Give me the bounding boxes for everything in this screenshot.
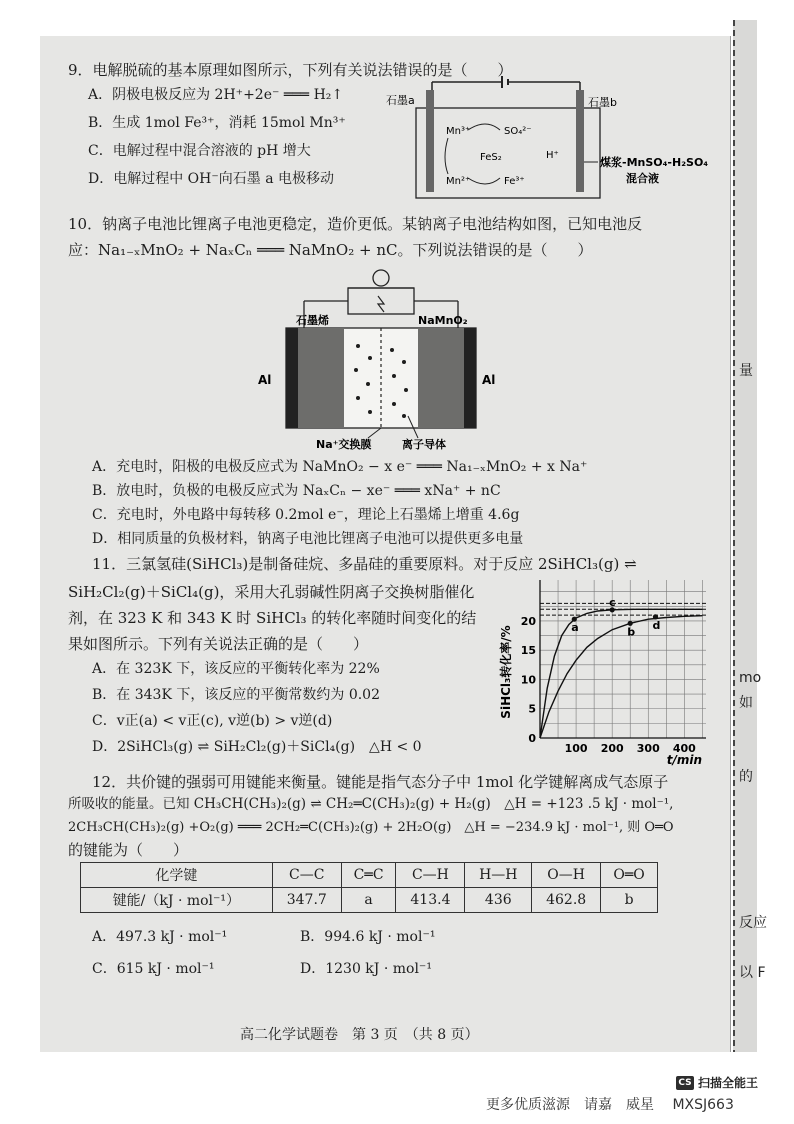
electrode-b-label: 石墨b: [588, 96, 617, 109]
sodium-battery-diagram: [258, 266, 508, 452]
table-cell: 436: [465, 888, 532, 913]
lightning-icon: [378, 296, 384, 312]
table-cell: 键能/（kJ · mol⁻¹）: [81, 888, 273, 913]
q11-option-c: C．v正(a) < v正(c), v逆(b) > v逆(d): [92, 713, 333, 729]
chart-y-tick-label: 0: [528, 732, 536, 745]
q12-option-c: C．615 kJ · mol⁻¹: [92, 961, 215, 977]
q10-stem-1: 10．钠离子电池比锂离子电池更稳定，造价更低。某钠离子电池结构如图，已知电池反: [68, 215, 643, 233]
q12-option-a: A．497.3 kJ · mol⁻¹: [92, 929, 228, 945]
chart-y-tick-label: 20: [520, 614, 536, 628]
table-cell: 413.4: [396, 888, 465, 913]
table-header-cell: O—H: [532, 863, 601, 888]
table-cell: 462.8: [532, 888, 601, 913]
table-header-cell: H—H: [465, 863, 532, 888]
q9-option-c: C．电解过程中混合溶液的 pH 增大: [88, 143, 311, 159]
table-header-cell: 化学键: [81, 863, 273, 888]
q12-option-d: D．1230 kJ · mol⁻¹: [300, 961, 432, 977]
q10-option-a: A．充电时，阳极的电极反应式为 NaMnO₂ − x e⁻ ═══ Na₁₋ₓMnO₂ + x Na⁺: [92, 459, 588, 475]
q10-option-b: B．放电时，负极的电极反应式为 NaₓCₙ − xe⁻ ═══ xNa⁺ + nC: [92, 483, 501, 499]
margin-fragment: 反应: [739, 915, 767, 931]
scanner-logo-icon: CS: [676, 1076, 694, 1090]
fe3-label: Fe³⁺: [504, 176, 525, 187]
electrode-a-label: 石墨a: [386, 94, 415, 107]
margin-fragment: 的: [739, 769, 753, 785]
chart-y-tick-label: 15: [520, 644, 536, 658]
table-cell: b: [601, 888, 658, 913]
table-header-cell: C—C: [272, 863, 341, 888]
q10-option-c: C．充电时，外电路中每转移 0.2mol e⁻，理论上石墨烯上增重 4.6g: [92, 507, 520, 523]
table-header-row: [81, 863, 658, 888]
table-header-cell: C—H: [396, 863, 465, 888]
q11-stem-4: 果如图所示。下列有关说法正确的是（ ）: [68, 635, 369, 653]
slurry-label-2: 混合液: [626, 172, 659, 185]
namno2-label: NaMnO₂: [418, 314, 468, 327]
chart-y-tick-label: 5: [528, 702, 536, 716]
q11-stem-2: SiH₂Cl₂(g)＋SiCl₄(g)，采用大孔弱碱性阴离子交换树脂催化: [68, 583, 475, 601]
scanner-label: 扫描全能王: [698, 1076, 759, 1090]
q11-stem-1: 11．三氯氢硅(SiHCl₃)是制备硅烷、多晶硅的重要原料。对于反应 2SiHCl₃(g) ⇌: [92, 555, 637, 573]
h-plus-label: H⁺: [546, 150, 559, 161]
margin-fragment: 量: [739, 363, 753, 379]
al-right-label: Al: [482, 373, 496, 387]
q12-option-b: B．994.6 kJ · mol⁻¹: [300, 929, 436, 945]
table-cell: 347.7: [272, 888, 341, 913]
q11-option-b: B．在 343K 下，该反应的平衡常数约为 0.02: [92, 687, 380, 703]
table-header-cell: C═C: [341, 863, 396, 888]
graphene-label: 石墨烯: [296, 314, 329, 327]
q9-stem: 9．电解脱硫的基本原理如图所示，下列有关说法错误的是（ ）: [68, 61, 513, 79]
chart-point-label-a: a: [571, 621, 579, 635]
fes2-label: FeS₂: [480, 152, 502, 163]
chart-x-axis-label: t/min: [666, 753, 702, 767]
slurry-label-1: 煤浆-MnSO₄-H₂SO₄: [600, 156, 709, 169]
table-cell: a: [341, 888, 396, 913]
chart-point-label-d: d: [652, 618, 661, 632]
mn2-label: Mn²⁺: [446, 176, 471, 187]
table-row: [81, 888, 658, 913]
q12-stem-3: 2CH₃CH(CH₃)₂(g) +O₂(g) ═══ 2CH₂═C(CH₃)₂(g) + 2H₂O(g) △H = −234.9 kJ · mol⁻¹, 则 O═O: [68, 820, 674, 835]
q9-option-d: D．电解过程中 OH⁻向石墨 a 电极移动: [88, 171, 334, 187]
chart-x-tick-label: 200: [600, 742, 624, 755]
scanner-watermark: [676, 1074, 758, 1091]
al-left-label: Al: [258, 373, 272, 387]
chart-series-line-2: [540, 616, 702, 738]
bond-energy-table: [80, 862, 658, 913]
mn3-label: Mn³⁺: [446, 126, 471, 137]
chart-y-axis-label: SiHCl₃转化率/%: [499, 625, 513, 719]
chart-x-tick-label: 100: [564, 742, 588, 755]
q10-option-d: D．相同质量的负极材料，钠离子电池比锂离子电池可以提供更多电量: [92, 531, 524, 547]
next-page-edge: [733, 20, 767, 1052]
conversion-chart: [476, 572, 716, 768]
q9-option-b: B．生成 1mol Fe³⁺，消耗 15mol Mn³⁺: [88, 115, 346, 131]
membrane-label: Na⁺交换膜: [316, 438, 372, 451]
q12-stem-1: 12．共价键的强弱可用键能来衡量。键能是指气态分子中 1mol 化学键解离成气态原子: [92, 773, 669, 791]
q11-stem-3: 剂，在 323 K 和 343 K 时 SiHCl₃ 的转化率随时间变化的结: [68, 609, 477, 627]
chart-series-line-1: [540, 609, 702, 738]
q12-stem-2: 所吸收的能量。已知 CH₃CH(CH₃)₂(g) ⇌ CH₂═C(CH₃)₂(g) + H₂(g) △H = +123 .5 kJ · mol⁻¹,: [68, 796, 674, 812]
so4-label: SO₄²⁻: [504, 126, 532, 137]
chart-x-tick-label: 300: [636, 742, 660, 755]
page-footer: 高二化学试题卷 第 3 页 （共 8 页）: [240, 1027, 479, 1043]
chart-point-label-b: b: [627, 625, 636, 639]
q9-option-a: A．阴极电极反应为 2H⁺+2e⁻ ═══ H₂↑: [88, 87, 344, 103]
q11-option-a: A．在 323K 下，该反应的平衡转化率为 22%: [92, 661, 380, 677]
bottom-caption: 更多优质滋源 请嘉 威星 MXSJ663: [486, 1097, 734, 1113]
chart-x-tick-label: 400: [672, 742, 696, 755]
table-header-cell: O═O: [601, 863, 658, 888]
chart-point-label-c: c: [609, 595, 616, 609]
q11-option-d: D．2SiHCl₃(g) ⇌ SiH₂Cl₂(g)＋SiCl₄(g) △H < 0: [92, 739, 422, 755]
exam-page: [40, 36, 731, 1052]
chart-y-tick-label: 10: [520, 673, 536, 687]
electrolysis-diagram: [386, 78, 716, 208]
bulb-icon: [373, 270, 389, 286]
margin-fragment: mo: [739, 670, 762, 686]
margin-fragment: 如: [739, 695, 753, 711]
q10-stem-2: 应：Na₁₋ₓMnO₂ + NaₓCₙ ═══ NaMnO₂ + nC。下列说法错误的是（ ）: [68, 241, 593, 259]
q12-stem-4: 的键能为（ ）: [68, 841, 189, 859]
conductor-label: 离子导体: [402, 438, 446, 451]
margin-fragment: 以 F: [739, 965, 766, 981]
